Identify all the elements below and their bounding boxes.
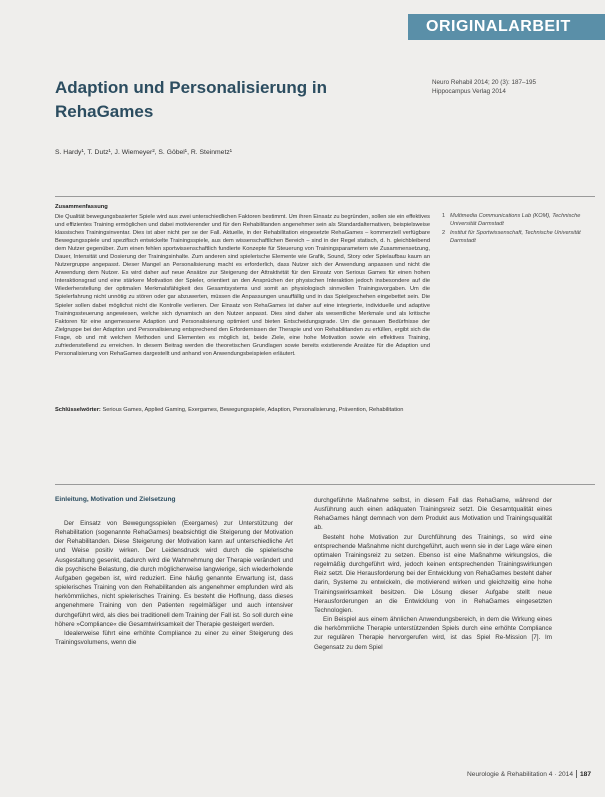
page-number: 187 [579, 770, 591, 778]
body-column-left [55, 519, 293, 647]
paragraph: Der Einsatz von Bewegungsspielen (Exergames) zur Unterstützung der Rehabilitation (sogenannte RehaGames) beabsichtigt die Steigerung der Motivation der Rehabilitanden. Diese Steigerung der Motivation kann auf unterschiedliche Art und Weise positiv wirken. Der Leidensdruck wird durch die spielerische Ausgestaltung gesenkt, dadurch wird die Wahrnehmung der Therapie verändert und die psychische Belastung, die durch möglicherweise langwierige, sich wiederholende Aufgaben gegeben ist, wird reduziert. Eine häufig genannte Erwartung ist, dass spielerisches Training von den Rehabilitanden als angenehmer empfunden wird als herkömmliches, nicht spielerisches Training. Es besteht die Hoffnung, dass dieses angenehmere Training von den Patienten regelmäßiger und auch intensiver durchgeführt wird, als dies bei traditionell dem Training der Fall ist. So soll durch eine höhere »Compliance« die Gesamtwirksamkeit der Therapie gesteigert werden. [55, 520, 293, 628]
abstract-text: Die Qualität bewegungsbasierter Spiele wird aus zwei unterschiedlichen Faktoren bestimmt. Um ihren Einsatz zu begründen, sollen sie ein effektives und effizientes Training ermöglichen und dabei motivierender und für den Rehabilitanden angenehmer sein als Standardalternativen, beispielsweise klassisches Trainingsinventar. Dies ist aber nicht per se der Fall. Aktuelle, in der Rehabilitation eingesetzte RehaGames – kommerziell verfügbare Bewegungsspiele und spezifisch entwickelte Trainingsspiele, aus dem wissenschaftlichen Bereich – sind in der Regel statisch, d. h. gleichbleibend dem Nutzer gegenüber. Zum einen fehlen sportwissenschaftlich fundierte Konzepte für Steuerung von Trainingsparametern wie Zusammensetzung, Dauer, Intensität und Dosierung der Trainingsinhalte. Zum anderen sind spielerische Elemente wie Grafik, Sound, Story oder Spielaufbau kaum an Nutzergruppe angepasst. Dieser Mangel an Personalisierung macht es erforderlich, dass Nutzer sich der Anwendung anpassen und nicht die Anwendung dem Nutzer. Es wird daher auf neue Ansätze zur Steigerung der Attraktivität für den Einsatz von Serious Games für einen hohen Interaktionsgrad und eine stärkere Motivation der Spieler, orientiert an den Ansprüchen der physischen Interaktion jedoch insbesondere auf die Wiederherstellung der optimalen Merkmalsfähigkeit des Gesamtsystems und somit an physiologisch sinnvollen Trainingsvorgaben. Um die Spielerfahrung nicht unnötig zu stören oder gar abzuwerten, müssen die Anpassungen unauffällig und in das Spielgeschehen eingebettet sein. Die Spieler sollen dabei möglichst nicht die Kontrolle verlieren. Der Einsatz von RehaGames ist daher auf eine integrierte, individuelle und adaptive Trainingssteuerung angewiesen, welche sich dynamisch an den Nutzer anpasst. Dies sind daher als wesentliche Merkmale und als kritische Faktoren für eine angemessene Adaption und Personalisierung optimiert und bieten Entscheidungsgrade. Um die genauen Bedürfnisse der Zielgruppe bei der Adaption und Personalisierung entsprechend den Erfordernissen der Therapie und von Rehabilitanden zu erfüllen, ergibt sich die Frage, ob und mit welchen Methoden und Elementen es möglich ist, beide Ziele, eine hohe Motivation sowie ein effektives Training, zufriedenstellend zu erreichen. In diesem Beitrag werden die theoretischen Grundlagen sowie bereits existierende Ansätze für die Adaption und Personalisierung von RehaGames dargestellt und anhand von Anwendungsbeispielen erläutert. [55, 214, 430, 357]
article-title: Adaption und Personalisierung in RehaGames [55, 78, 328, 121]
affiliation-item [442, 230, 592, 245]
divider [55, 196, 595, 197]
divider [55, 484, 595, 485]
abstract-heading: Zusammenfassung [55, 204, 108, 210]
paragraph: Ein Beispiel aus einem ähnlichen Anwendungsbereich, in dem die Wirkung eines die herkömmliche Therapie unterstützenden Spiels durch eine erhöhte Compliance zur regulären Therapie hervorgerufen wird, ist das Spiel Re-Mission [7]. Im Gegensatz zu dem Spiel [314, 616, 552, 651]
journal-name: Neurologie & Rehabilitation 4 · 2014 [467, 770, 573, 778]
affiliation-number: 2 [442, 230, 446, 237]
affiliation-text: Institut für Sportwissenschaft, Technische Universität Darmstadt [450, 230, 581, 244]
meta-line: Neuro Rehabil 2014; 20 (3): 187–195 [432, 79, 536, 86]
section-heading: Einleitung, Motivation und Zielsetzung [55, 496, 176, 503]
keywords-label: Schlüsselwörter: [55, 407, 101, 413]
meta-line: Hippocampus Verlag 2014 [432, 88, 506, 95]
affiliation-item [442, 213, 592, 228]
keywords [55, 406, 430, 414]
paragraph: Besteht hohe Motivation zur Durchführung des Trainings, so wird eine entsprechende Maßnahme nicht durchgeführt, auch wenn sie in der Lage wäre einen optimalen Trainingsreiz zu setzen. Ebenso ist eine Maßnahme wirkungslos, die regelmäßig durchgeführt wird, jedoch keinen entsprechenden Trainingswirkungen Reiz setzt. Die Herausforderung bei der Entwicklung von RehaGames besteht daher darin, Systeme zu entwickeln, die motivierend wirken und gleichzeitig eine hohe Trainingswirksamkeit besitzen. Die Lösung dieser Aufgabe stellt neue Herausforderungen an die Entwicklung von in RehaGames eingesetzten Technologien. [314, 533, 552, 614]
paragraph: Idealerweise führt eine erhöhte Compliance zu einer zu einer Steigerung des Trainingsvolumens, wenn die [55, 629, 293, 647]
page-footer [467, 770, 591, 778]
affiliations [442, 213, 592, 247]
section-banner: ORIGINALARBEIT [408, 14, 605, 40]
author-list: S. Hardy¹, T. Dutz¹, J. Wiemeyer², S. Göbel¹, R. Steinmetz¹ [55, 149, 233, 156]
keywords-text: Serious Games, Applied Gaming, Exergames, Bewegungsspiele, Adaption, Personalisierung, Prävention, Rehabilitation [102, 407, 404, 413]
affiliation-text: Multimedia Communications Lab (KOM), Technische Universität Darmstadt [450, 213, 581, 227]
affiliation-number: 1 [442, 213, 446, 219]
body-column-right [314, 496, 552, 652]
paragraph: durchgeführte Maßnahme selbst, in diesem Fall das RehaGame, während der Ausführung auch einen adäquaten Trainingsreiz setzt. Die Gesamtqualität eines RehaGames hängt demnach von dem Produkt aus Motivation und Trainingsqualität ab. [314, 497, 552, 532]
publication-meta [432, 78, 592, 96]
footer-separator [576, 770, 577, 778]
